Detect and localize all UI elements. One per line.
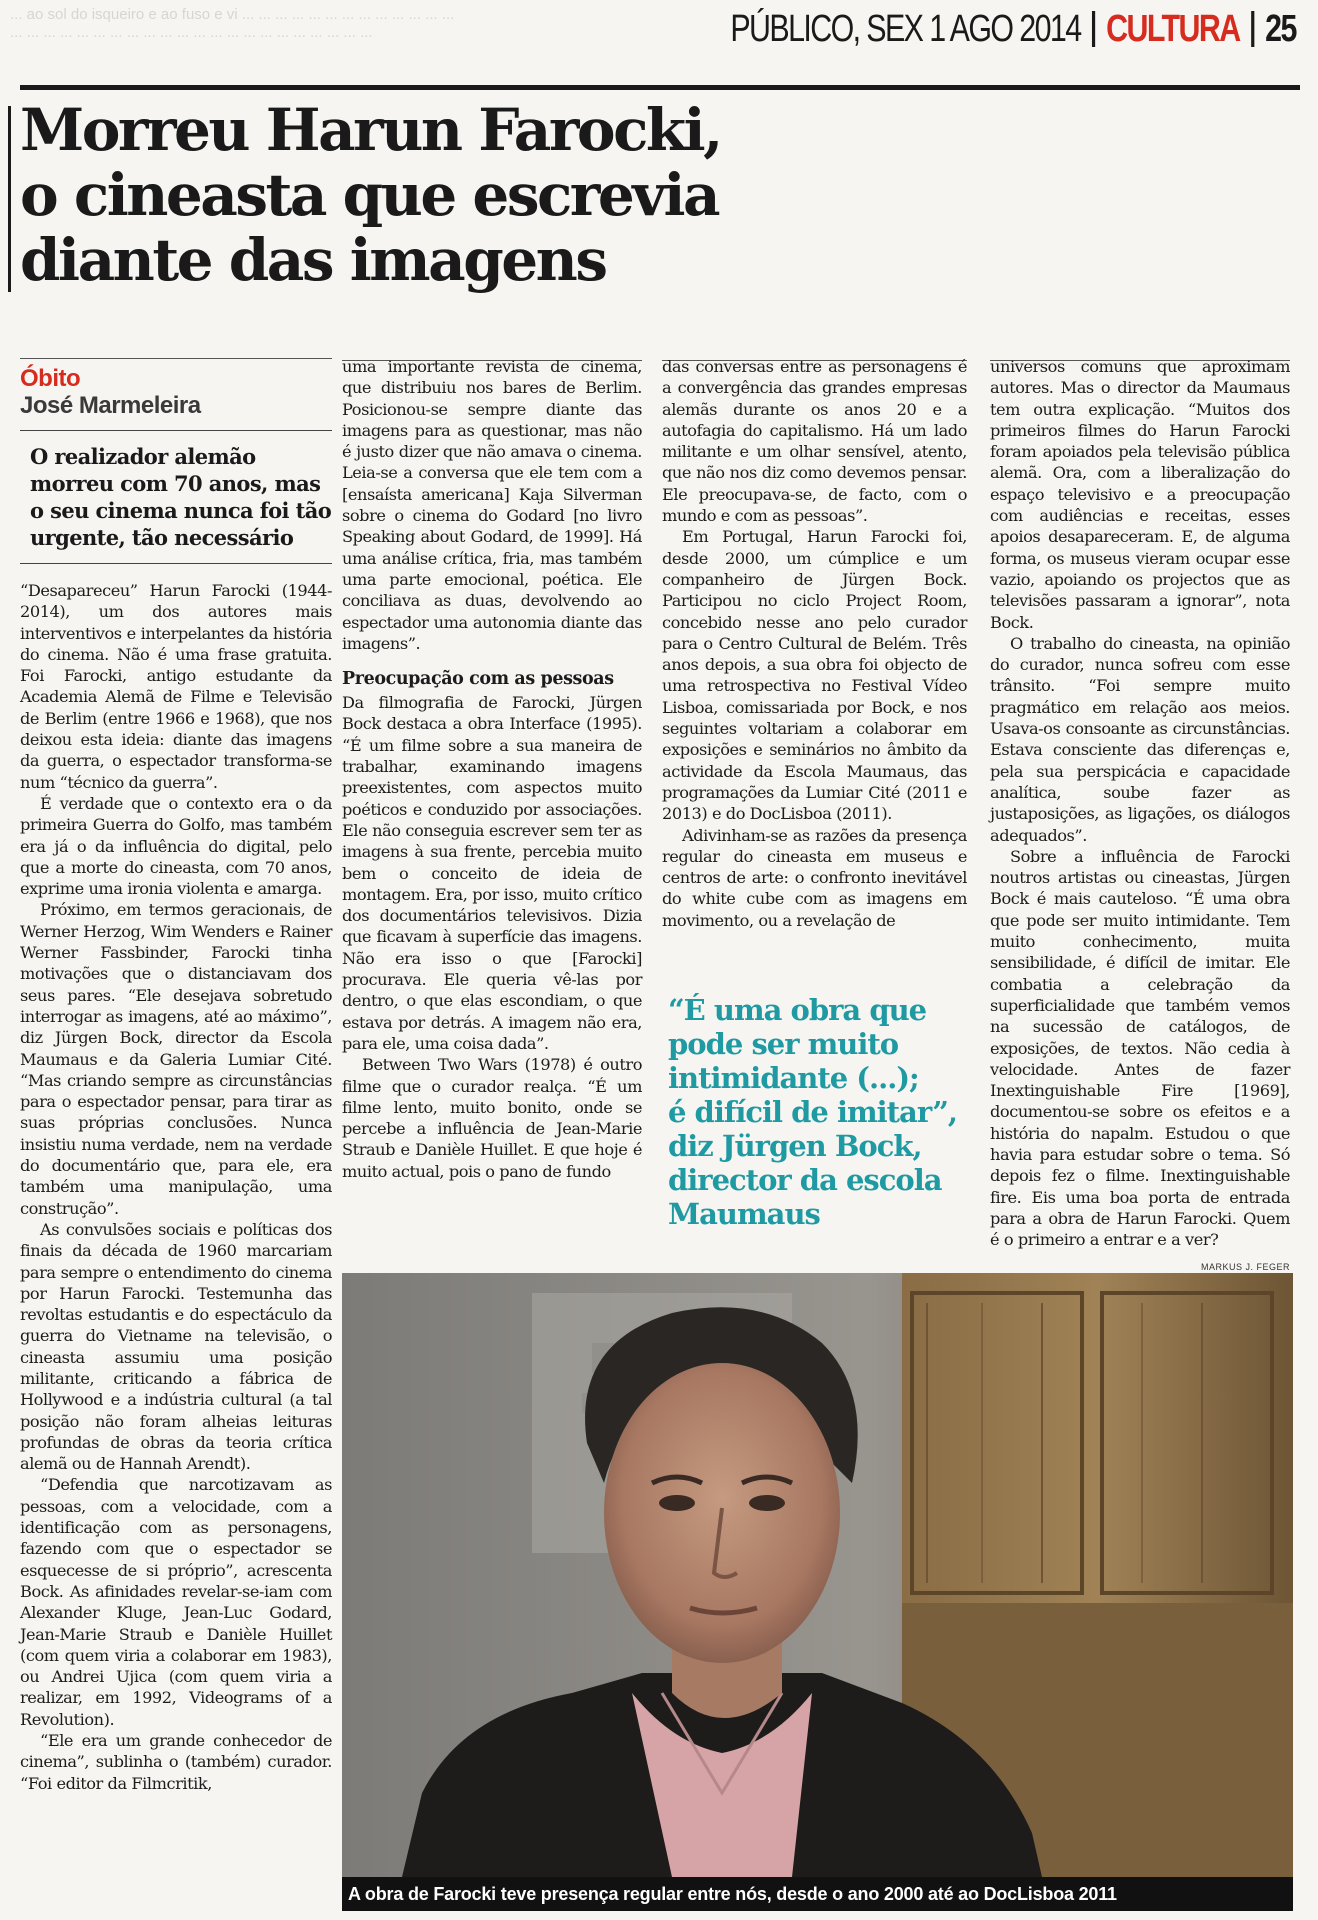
column-2	[342, 356, 642, 1182]
paragraph: O trabalho do cineasta, na opinião do curador, nunca sofreu com esse trânsito. “Foi sempre muito pragmático em relação aos meios. Usava-os consoante as circunstâncias. Estava consciente das diferenças e, pela sua perspicácia e capacidade analítica, soube fazer as justaposições, as ligações, os diálogos adequados”.	[990, 633, 1290, 845]
paragraph: Da filmografia de Farocki, Jürgen Bock destaca a obra Interface (1995). “É um filme sobre a sua maneira de trabalhar, examinando imagens preexistentes, com aspectos muito poéticos e conduzido por associações. Ele não conseguia escrever sem ter as imagens à sua frente, percebia muito bem o conceito de ideia de montagem. Era, por isso, muito crítico dos documentários televisivos. Dizia que ficavam à superfície das imagens. Não era isso o que [Farocki] procurava. Ele queria vê-las por dentro, o que elas escondiam, o que estava por detrás. A imagem não era, para ele, uma coisa dada”.	[342, 693, 642, 1053]
column-rule	[20, 358, 332, 359]
portrait-photo	[342, 1273, 1293, 1877]
kicker: Óbito	[20, 365, 81, 392]
header-rule	[20, 85, 1300, 90]
standfirst: O realizador alemão morreu com 70 anos, mas o seu cinema nunca foi tão urgente, tão necessário	[30, 444, 332, 550]
folio-divider	[1092, 11, 1095, 47]
section-name: CULTURA	[1106, 7, 1240, 50]
page-number: 25	[1265, 7, 1296, 50]
paragraph: Próximo, em termos geracionais, de Werner Herzog, Wim Wenders e Rainer Werner Fassbinder, Farocki tinha motivações que o distanciavam dos seus pares. “Ele desejava sobretudo interrogar as imagens, até ao máximo”, diz Jürgen Bock, director da Escola Maumaus e da Galeria Lumiar Cité. “Mas criando sempre as circunstâncias para o espectador pensar, para tirar as suas próprias conclusões. Nunca insistiu numa verdade, nem na verdade do documentário que, para ele, era também uma manipulação, uma construção”.	[20, 900, 332, 1218]
bleed-through-line: ... ao sol do isqueiro e ao fuso e vi ... ... ... ... ... ... ... ... ... ... ... ... ...	[10, 6, 455, 23]
pull-quote: “É uma obra que pode ser muito intimidante (...); é difícil de imitar”, diz Jürgen Bock, director da escola Maumaus	[668, 993, 957, 1231]
lead-rule	[20, 563, 332, 564]
folio	[731, 6, 1296, 52]
paragraph: universos comuns que aproximam autores. Mas o director da Maumaus tem outra explicação. “Muitos dos primeiros filmes do Harun Farocki foram apoiados pela televisão pública alemã. Ora, com a liberalização do espaço televisivo e a preocupação com audiências e receitas, esses apoios desapareceram. E, de alguma forma, os museus vieram ocupar esse vazio, apoiando os projectos que as televisões passaram a ignorar”, nota Bock.	[990, 357, 1290, 632]
column-1	[20, 362, 332, 1794]
paragraph: As convulsões sociais e políticas dos finais da década de 1960 marcariam para sempre o entendimento do cinema por Harun Farocki. Testemunha das revoltas estudantis e do espectáculo da guerra do Vietname na televisão, o cineasta assumiu uma posição militante, criticando a fábrica de Hollywood e a indústria cultural (a tal posição não foram alheias leituras profundas de obras da teoria crítica alemã ou de Hannah Arendt).	[20, 1219, 332, 1474]
paragraph: Adivinham-se as razões da presença regular do cineasta em museus e centros de arte: o confronto inevitável do white cube com as imagens em movimento, ou a revelação de	[662, 825, 967, 930]
paragraph: “Defendia que narcotizavam as pessoas, com a velocidade, com a identificação com as personagens, fazendo com que o espectador se esquecesse de si próprio”, acrescenta Bock. As afinidades revelar-se-iam com Alexander Kluge, Jean-Luc Godard, Jean-Marie Straub e Danièle Huillet (com quem viria a colaborar em 1983), ou Andrei Ujica (com quem viria a realizar, em 1992, Videograms of a Revolution).	[20, 1475, 332, 1729]
paragraph: “Ele era um grande conhecedor de cinema”, sublinha o (também) curador. “Foi editor da Filmcritik,	[20, 1731, 332, 1793]
paragraph: “Desapareceu” Harun Farocki (1944-2014), um dos autores mais interventivos e interpelantes da história do cinema. Não é uma frase gratuita. Foi Farocki, antigo estudante da Academia Alemã de Filme e Televisão de Berlim (entre 1966 e 1968), que nos deixou esta ideia: diante das imagens da guerra, o espectador transforma-se num “técnico da guerra”.	[20, 581, 332, 792]
portrait-illustration	[342, 1273, 1293, 1877]
paragraph: Em Portugal, Harun Farocki foi, desde 2000, um cúmplice e um companheiro de Jürgen Bock. Participou no ciclo Project Room, concebido nesse ano pelo curador para o Centro Cultural de Belém. Três anos depois, a sua obra foi objecto de uma retrospectiva no Festival Vídeo Lisboa, comissariada por Bock, e nos seguintes voltariam a colaborar em exposições e seminários no âmbito da actividade da Escola Maumaus, das programações da Lumiar Cité (2011 e 2013) e do DocLisboa (2011).	[662, 527, 967, 824]
photo-credit: MARKUS J. FEGER	[1200, 1262, 1290, 1272]
page-header	[0, 0, 1318, 80]
subheading: Preocupação com as pessoas	[342, 669, 614, 690]
bleed-through-line: ... ... ... ... ... ... ... ... ... ... ... ... ... ... ... ... ... ... ... ... ... ...	[10, 24, 373, 41]
paragraph: das conversas entre as personagens é a convergência das grandes empresas alemãs durante os anos 20 e a autofagia do capitalismo. Há um lado militante e um olhar sensível, atento, que não nos diz como devemos pensar. Ele preocupava-se, de facto, com o mundo e com as pessoas”.	[662, 357, 967, 526]
paragraph: Sobre a influência de Farocki noutros artistas ou cineastas, Jürgen Bock é mais cauteloso. “É uma obra que pode ser muito intimidante. Tem muito conhecimento, muita sensibilidade, é difícil de imitar. Ele combatia a celebração da superficialidade que também vemos na sucessão de catálogos, de exposições, de textos. Não cedia à velocidade. Antes de fazer Inextinguishable Fire [1969], documentou-se sobre os efeitos e a história do napalm. Estudou o que havia para estudar sobre o tema. Só depois fez o filme. Inextinguishable fire. Eis uma boa porta de entrada para a obra de Harun Farocki. Quem é o primeiro a entrar e a ver?	[990, 846, 1290, 1250]
column-3	[662, 356, 967, 931]
paragraph: uma importante revista de cinema, que distribuiu nos bares de Berlim. Posicionou-se sempre diante das imagens para as questionar, mas não é justo dizer que não amava o cinema. Leia-se a conversa que ele tem com a [ensaísta americana] Kaja Silverman sobre o cinema do Godard [no livro Speaking about Godard, de 1999]. Há uma análise crítica, fria, mas também uma parte emocional, poética. Ele conciliava as duas, devolvendo ao espectador uma autonomia diante das imagens”.	[342, 357, 642, 653]
headline-bar	[8, 106, 11, 292]
paper-date: PÚBLICO, SEX 1 AGO 2014	[730, 7, 1081, 50]
byline: José Marmeleira	[20, 392, 201, 419]
column-4	[990, 356, 1290, 1250]
headline: Morreu Harun Farocki, o cineasta que escrevia diante das imagens	[20, 96, 721, 294]
photo-caption: A obra de Farocki teve presença regular entre nós, desde o ano 2000 até ao DocLisboa 2011	[342, 1877, 1293, 1911]
bleed-through-text	[10, 6, 570, 72]
paragraph: É verdade que o contexto era o da primeira Guerra do Golfo, mas também era já o da influência do digital, pelo que a morte do cineasta, com 70 anos, exprime uma ironia violenta e amarga.	[20, 793, 332, 899]
paragraph: Between Two Wars (1978) é outro filme que o curador realça. “É um filme lento, muito bonito, onde se percebe a influência de Jean-Marie Straub e Danièle Huillet. E que hoje é muito actual, pois o pano de fundo	[342, 1055, 642, 1181]
folio-divider	[1251, 11, 1254, 47]
